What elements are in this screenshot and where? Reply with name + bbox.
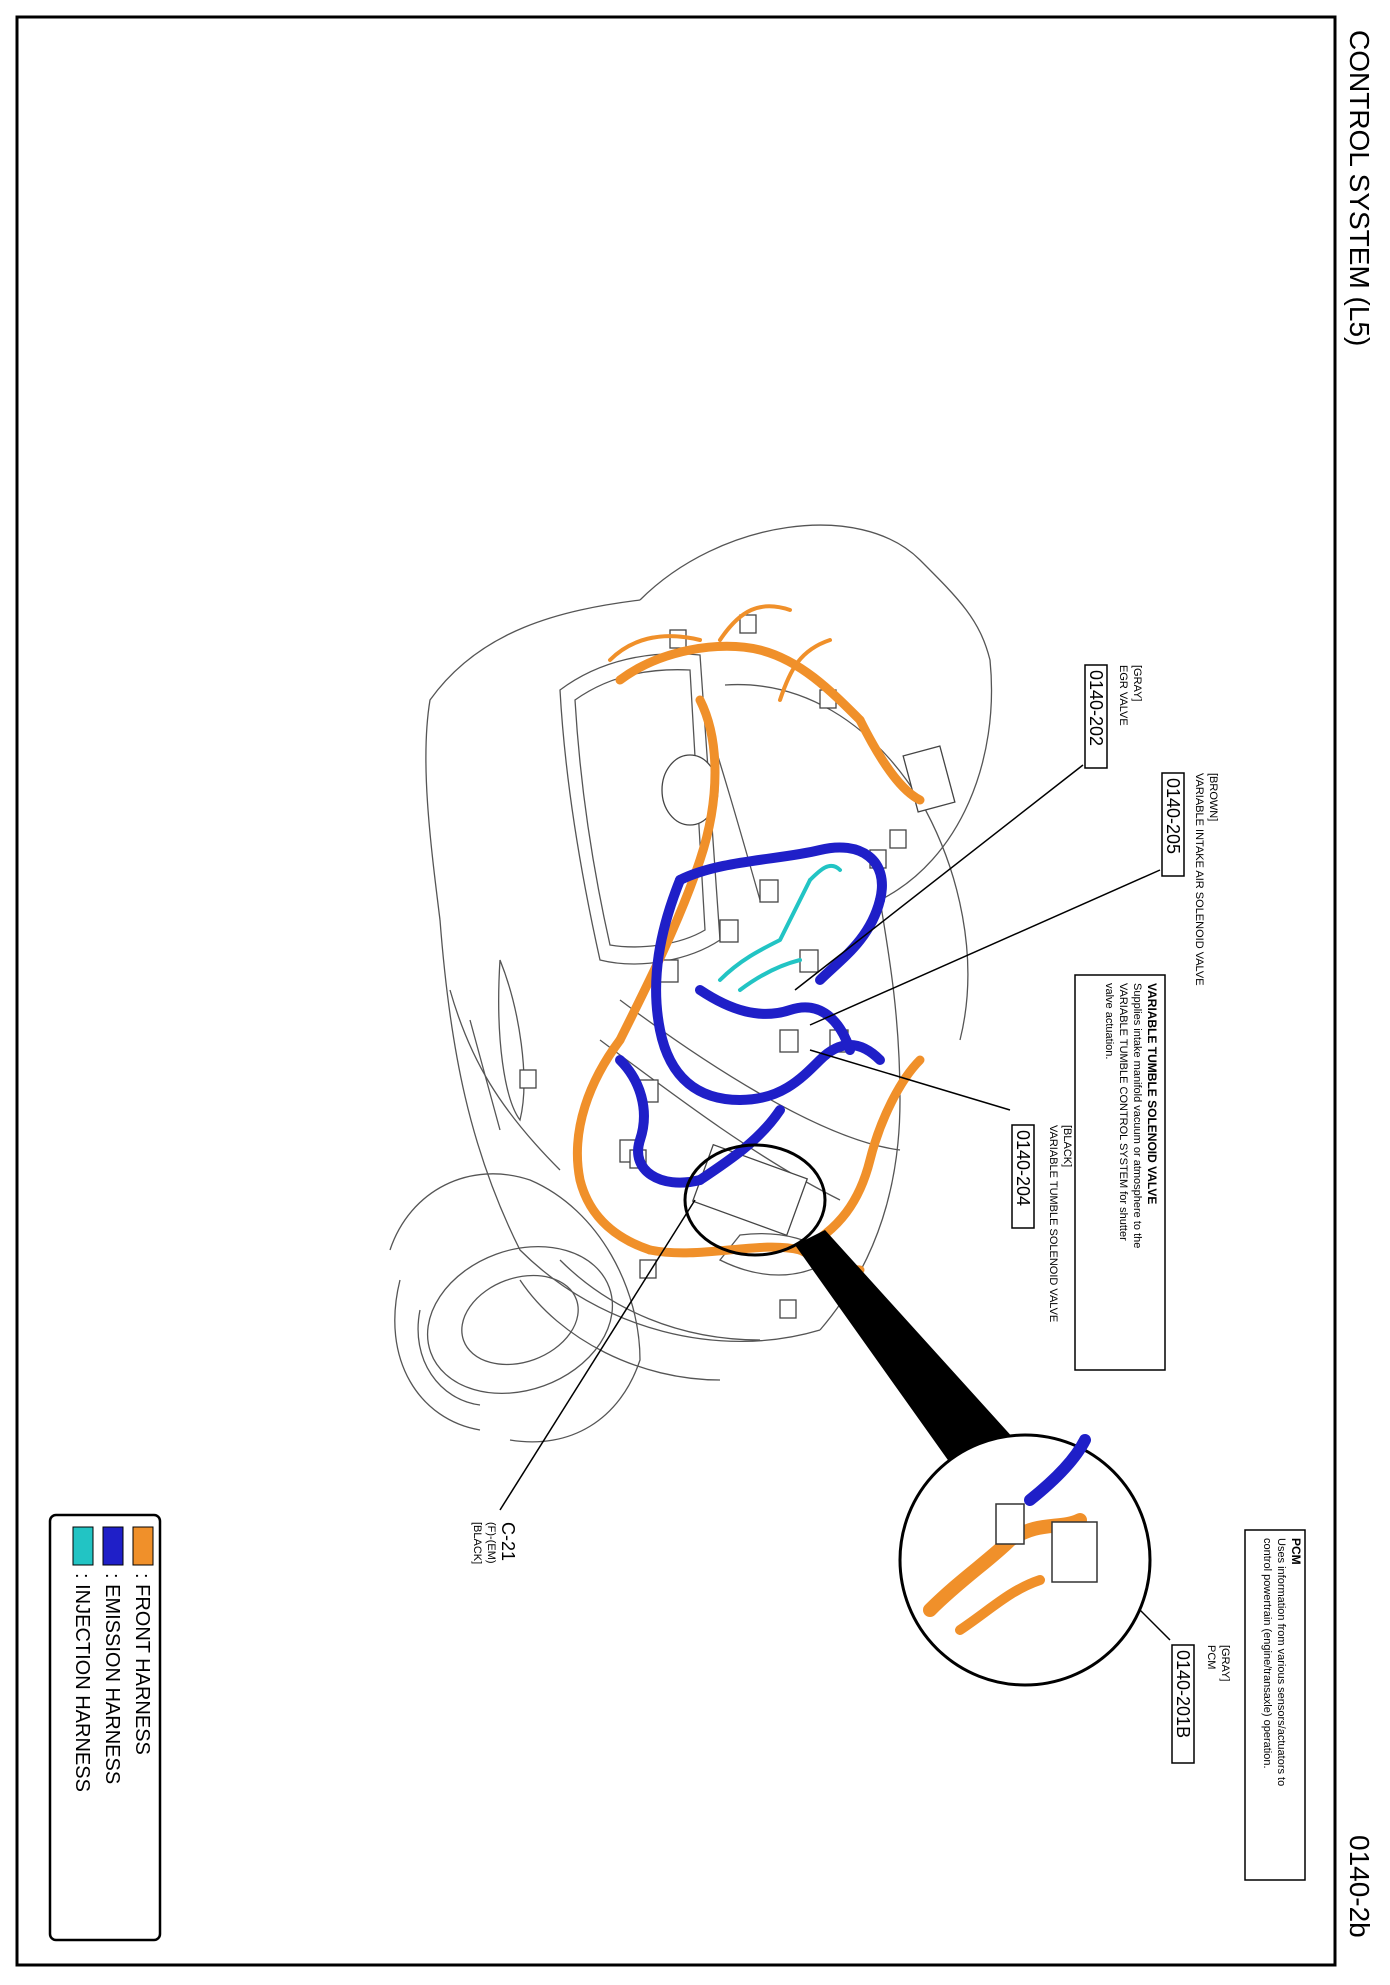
page-number: 0140-2b: [1344, 1835, 1375, 1938]
legend-swatch-injection: [73, 1527, 93, 1565]
vehicle-outline: [390, 525, 992, 1442]
legend-swatch-emission: [103, 1527, 123, 1565]
callout-tumble-solenoid: [1012, 1125, 1073, 1322]
callout-egr-name: EGR VALVE: [1117, 665, 1129, 726]
callout-intake-air-solenoid: [1162, 773, 1219, 986]
front-harness-thin: [610, 606, 830, 700]
connector-color: [BLACK]: [471, 1522, 483, 1565]
info-box-pcm: [1245, 1530, 1305, 1880]
callout-intake-name: VARIABLE INTAKE AIR SOLENOID VALVE: [1193, 773, 1205, 986]
callout-tumble-code[interactable]: 0140-204: [1013, 1130, 1033, 1207]
page-header: [1344, 30, 1375, 1938]
connector-id[interactable]: C-21: [498, 1522, 518, 1562]
info-box-tumble-line: VARIABLE TUMBLE CONTROL SYSTEM for shutter: [1117, 983, 1129, 1241]
info-box-pcm-line: control powertrain (engine/transaxle) operation.: [1261, 1538, 1273, 1769]
info-box-tumble-title: VARIABLE TUMBLE SOLENOID VALVE: [1145, 983, 1159, 1205]
legend-label-injection: : INJECTION HARNESS: [71, 1573, 93, 1792]
callout-intake-color: [BROWN]: [1207, 773, 1219, 822]
legend-swatch-front: [133, 1527, 153, 1565]
legend: [50, 1515, 160, 1940]
emission-harness: [620, 847, 882, 1182]
callout-egr-code[interactable]: 0140-202: [1086, 670, 1106, 747]
info-box-pcm-frame: [1245, 1530, 1305, 1880]
callout-pcm-code[interactable]: 0140-201B: [1173, 1650, 1193, 1739]
connector-c21-label: [471, 1522, 518, 1564]
info-box-pcm-line: Uses information from various sensors/actuators to: [1275, 1538, 1287, 1787]
legend-label-emission: : EMISSION HARNESS: [101, 1573, 123, 1785]
callout-pcm-name: PCM: [1205, 1645, 1217, 1670]
legend-label-front: : FRONT HARNESS: [131, 1573, 153, 1755]
pcm-detail-circle: [900, 1435, 1150, 1685]
page-title: CONTROL SYSTEM (L5): [1344, 30, 1375, 347]
callout-tumble-color: [BLACK]: [1061, 1125, 1073, 1168]
callout-egr-valve: [1085, 665, 1143, 768]
info-box-tumble-line: valve actuation.: [1103, 983, 1115, 1060]
info-box-tumble-line: Supplies intake manifold vacuum or atmosphere to the: [1131, 983, 1143, 1249]
connector-harness: (F)-(EM): [485, 1522, 497, 1564]
callout-intake-code[interactable]: 0140-205: [1163, 778, 1183, 855]
callout-pcm: [1172, 1645, 1231, 1763]
pcm-connector-detail: [996, 1504, 1024, 1544]
callout-pcm-color: [GRAY]: [1219, 1645, 1231, 1682]
magnifier-wedge: [795, 1230, 1015, 1470]
info-box-pcm-title: PCM: [1289, 1538, 1303, 1565]
callout-egr-color: [GRAY]: [1131, 665, 1143, 702]
pcm-module-detail: [1052, 1522, 1097, 1582]
callout-tumble-name: VARIABLE TUMBLE SOLENOID VALVE: [1047, 1125, 1059, 1323]
info-box-tumble: [1075, 975, 1165, 1370]
